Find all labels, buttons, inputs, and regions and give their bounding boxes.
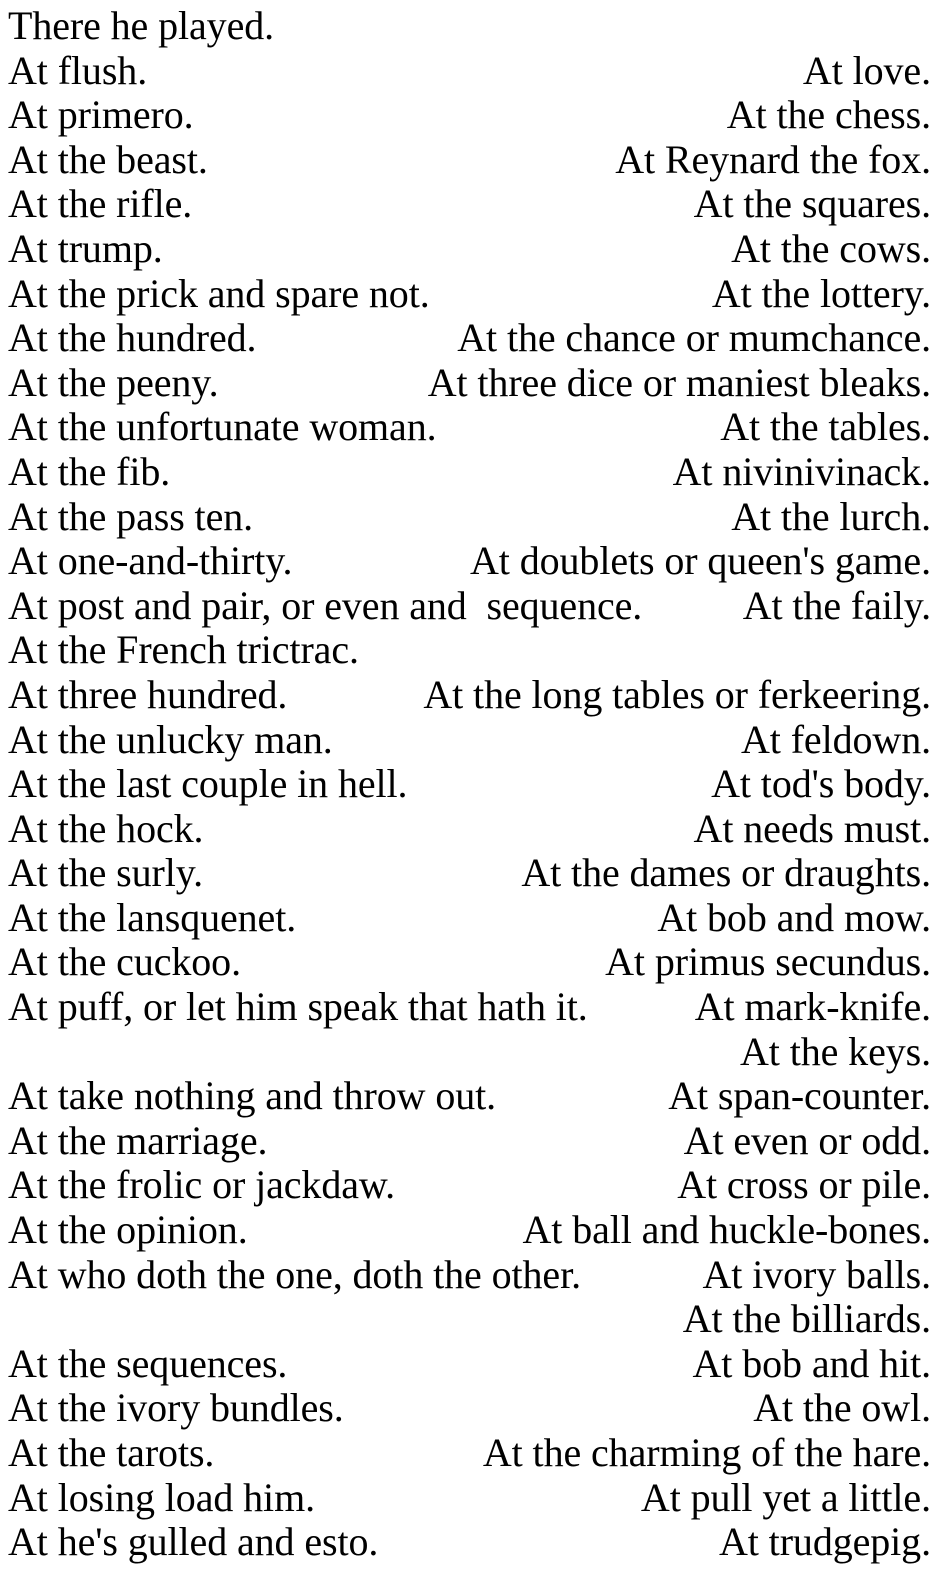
text-line: [8, 1119, 931, 1164]
text-line: [8, 628, 931, 673]
text-line-right: At primus secundus.: [605, 939, 931, 985]
text-line: [8, 539, 931, 584]
text-line: [8, 584, 931, 629]
text-line-right: At the owl.: [753, 1385, 931, 1431]
text-line: [8, 718, 931, 763]
text-line-right: At doublets or queen's game.: [470, 538, 931, 584]
text-line-left: At three hundred.: [8, 671, 288, 717]
text-line-left: There he played.: [8, 3, 275, 48]
text-line-left: At the unlucky man.: [8, 716, 333, 762]
text-line: [8, 4, 931, 49]
text-line-left: At the pass ten.: [8, 493, 254, 539]
text-line-right: At the lurch.: [731, 493, 931, 539]
text-line-left: At one-and-thirty.: [8, 538, 293, 584]
text-line: [8, 1476, 931, 1521]
text-line-left: At the cuckoo.: [8, 939, 241, 985]
text-line-left: At he's gulled and esto.: [8, 1519, 379, 1565]
text-line-right: At tod's body.: [711, 761, 931, 807]
text-line: [8, 93, 931, 138]
text-line: [8, 1208, 931, 1253]
text-line-right: At bob and hit.: [692, 1340, 931, 1386]
text-line-right: At needs must.: [693, 805, 931, 851]
text-line-right: At nivinivinack.: [672, 448, 931, 494]
text-line-right: At the faily.: [742, 582, 931, 628]
text-line-right: At the tables.: [720, 404, 931, 450]
text-line: [8, 807, 931, 852]
text-line-left: At losing load him.: [8, 1474, 315, 1520]
text-line-left: At the prick and spare not.: [8, 270, 430, 316]
text-line-left: At the beast.: [8, 136, 208, 182]
text-line-right: At Reynard the fox.: [615, 136, 931, 182]
text-line-left: At the tarots.: [8, 1430, 215, 1475]
text-line-left: At the ivory bundles.: [8, 1385, 344, 1431]
text-line-right: At even or odd.: [683, 1117, 931, 1163]
text-line-left: At the surly.: [8, 850, 203, 896]
text-line: [8, 272, 931, 317]
text-line-right: At the lottery.: [711, 270, 931, 316]
text-line-right: At the dames or draughts.: [521, 850, 931, 896]
text-line-right: At pull yet a little.: [640, 1474, 931, 1520]
text-line-right: At the keys.: [740, 1028, 931, 1074]
text-line-left: At the opinion.: [8, 1207, 248, 1253]
text-line-right: At the cows.: [731, 225, 931, 271]
text-line-left: At the French trictrac.: [8, 627, 359, 673]
text-line-right: At the charming of the hare.: [482, 1430, 931, 1475]
document-text-body: [8, 4, 931, 1565]
text-line: [8, 985, 931, 1030]
text-line-right: At trudgepig.: [718, 1519, 931, 1565]
text-line: [8, 1431, 931, 1476]
text-line-right: At the squares.: [693, 181, 931, 227]
text-line: [8, 1030, 931, 1075]
text-line: [8, 450, 931, 495]
text-line-right: At bob and mow.: [657, 894, 931, 940]
text-line: [8, 361, 931, 406]
text-line-left: At the last couple in hell.: [8, 761, 408, 807]
text-line: [8, 405, 931, 450]
text-line: [8, 1163, 931, 1208]
text-line: [8, 1297, 931, 1342]
text-line-left: At the hock.: [8, 805, 204, 851]
text-line: [8, 1520, 931, 1565]
text-line-right: At span-counter.: [668, 1073, 931, 1119]
text-line-left: At the lansquenet.: [8, 894, 297, 940]
text-line: [8, 851, 931, 896]
text-line-right: At ivory balls.: [702, 1251, 931, 1297]
text-line: [8, 1074, 931, 1119]
text-line: [8, 1253, 931, 1298]
text-line: [8, 896, 931, 941]
text-line: [8, 49, 931, 94]
text-line: [8, 495, 931, 540]
text-line-left: At trump.: [8, 225, 163, 271]
text-line-left: At the hundred.: [8, 315, 257, 361]
text-line-right: At the chess.: [726, 92, 931, 138]
text-line-left: At the rifle.: [8, 181, 193, 227]
text-line-left: At the sequences.: [8, 1340, 288, 1386]
text-line-right: At cross or pile.: [677, 1162, 931, 1208]
text-line-left: At the marriage.: [8, 1117, 268, 1163]
text-line-right: At ball and huckle-bones.: [522, 1207, 931, 1253]
text-line-right: At the long tables or ferkeering.: [423, 671, 931, 717]
text-line-left: At the unfortunate woman.: [8, 404, 437, 450]
text-line-right: At love.: [802, 47, 931, 93]
text-line-left: At puff, or let him speak that hath it.: [8, 984, 588, 1030]
text-line: [8, 940, 931, 985]
text-line: [8, 1386, 931, 1431]
text-line-right: At feldown.: [741, 716, 931, 762]
text-line: [8, 182, 931, 227]
text-line: [8, 1342, 931, 1387]
text-line: [8, 316, 931, 361]
text-line-left: At the frolic or jackdaw.: [8, 1162, 395, 1208]
text-line-right: At the billiards.: [682, 1296, 931, 1342]
text-line-left: At post and pair, or even and sequence.: [8, 582, 643, 628]
text-line-right: At three dice or maniest bleaks.: [427, 359, 931, 405]
text-line-left: At flush.: [8, 47, 148, 93]
text-line-left: At take nothing and throw out.: [8, 1073, 497, 1119]
text-line-right: At the chance or mumchance.: [457, 315, 931, 361]
text-line-left: At who doth the one, doth the other.: [8, 1251, 581, 1297]
text-line: [8, 673, 931, 718]
text-line: [8, 227, 931, 272]
text-line-left: At the peeny.: [8, 359, 219, 405]
text-line: [8, 138, 931, 183]
text-line-right: At mark-knife.: [694, 984, 931, 1030]
text-line-left: At the fib.: [8, 448, 171, 494]
text-line: [8, 762, 931, 807]
text-line-left: At primero.: [8, 92, 194, 138]
